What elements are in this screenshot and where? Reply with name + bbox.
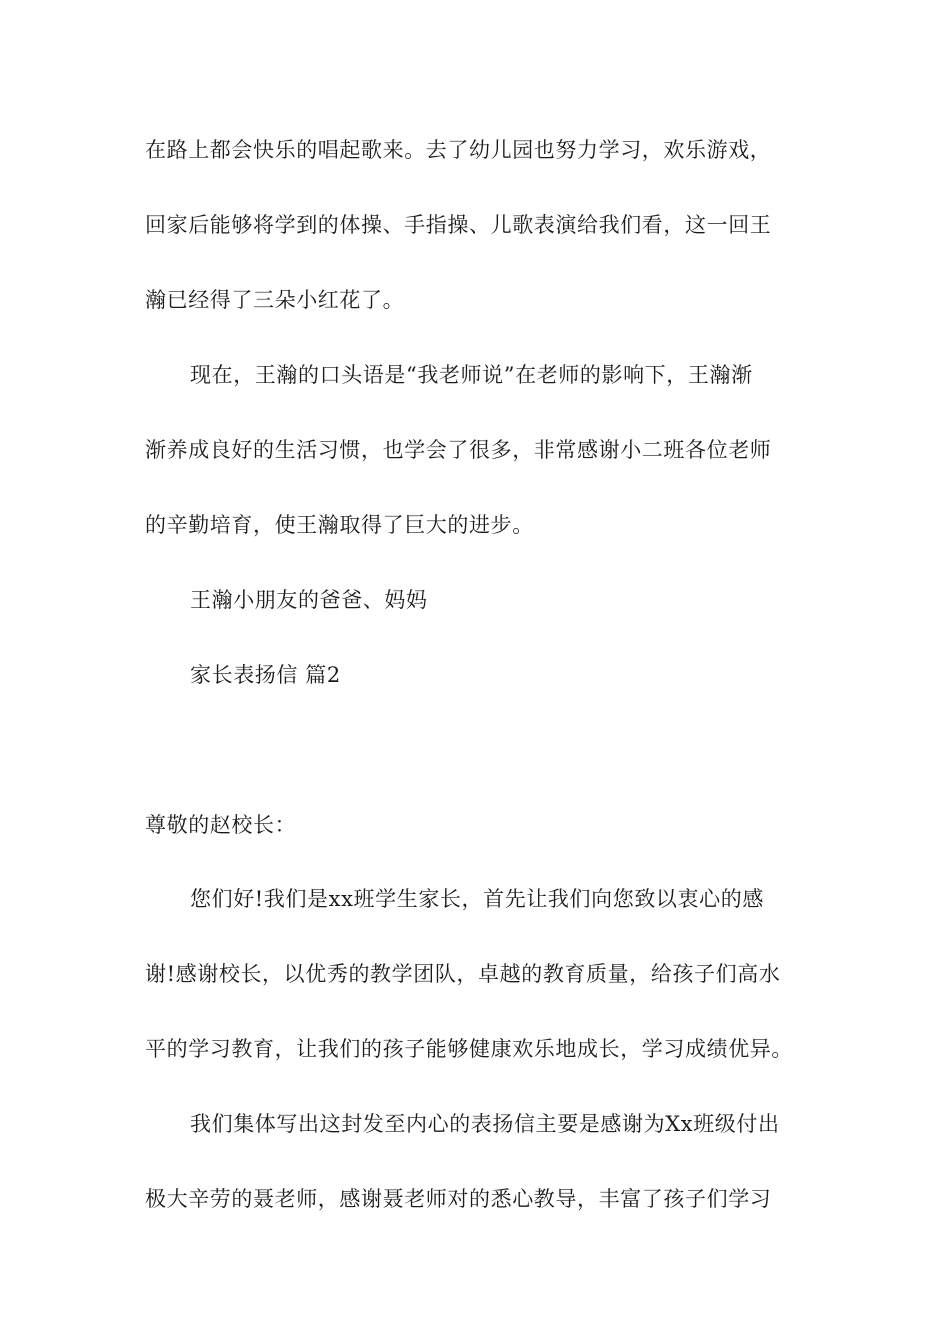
text-line: 在路上都会快乐的唱起歌来。去了幼儿园也努力学习，欢乐游戏， (145, 138, 772, 162)
text-line: 的辛勤培育，使王瀚取得了巨大的进步。 (145, 513, 534, 537)
section-heading: 家长表扬信 篇2 (190, 663, 341, 687)
text-line: 瀚已经得了三朵小红花了。 (145, 288, 405, 312)
paragraph-start-line: 您们好!我们是xx班学生家长，首先让我们向您致以衷心的感 (190, 887, 764, 911)
paragraph-start-line: 我们集体写出这封发至内心的表扬信主要是感谢为Xx班级付出 (190, 1112, 780, 1136)
signature-line: 王瀚小朋友的爸爸、妈妈 (190, 588, 428, 612)
text-line: 谢!感谢校长，以优秀的教学团队，卓越的教育质量，给孩子们高水 (145, 962, 781, 986)
text-line: 渐养成良好的生活习惯，也学会了很多，非常感谢小二班各位老师 (145, 438, 772, 462)
salutation: 尊敬的赵校长： (145, 813, 297, 837)
text-line: 平的学习教育，让我们的孩子能够健康欢乐地成长，学习成绩优异。 (145, 1037, 793, 1061)
text-line: 回家后能够将学到的体操、手指操、儿歌表演给我们看，这一回王 (145, 213, 772, 237)
paragraph-start-line: 现在，王瀚的口头语是“我老师说”在老师的影响下，王瀚渐 (190, 363, 753, 387)
text-line: 极大辛劳的聂老师，感谢聂老师对的悉心教导，丰富了孩子们学习 (145, 1187, 772, 1211)
